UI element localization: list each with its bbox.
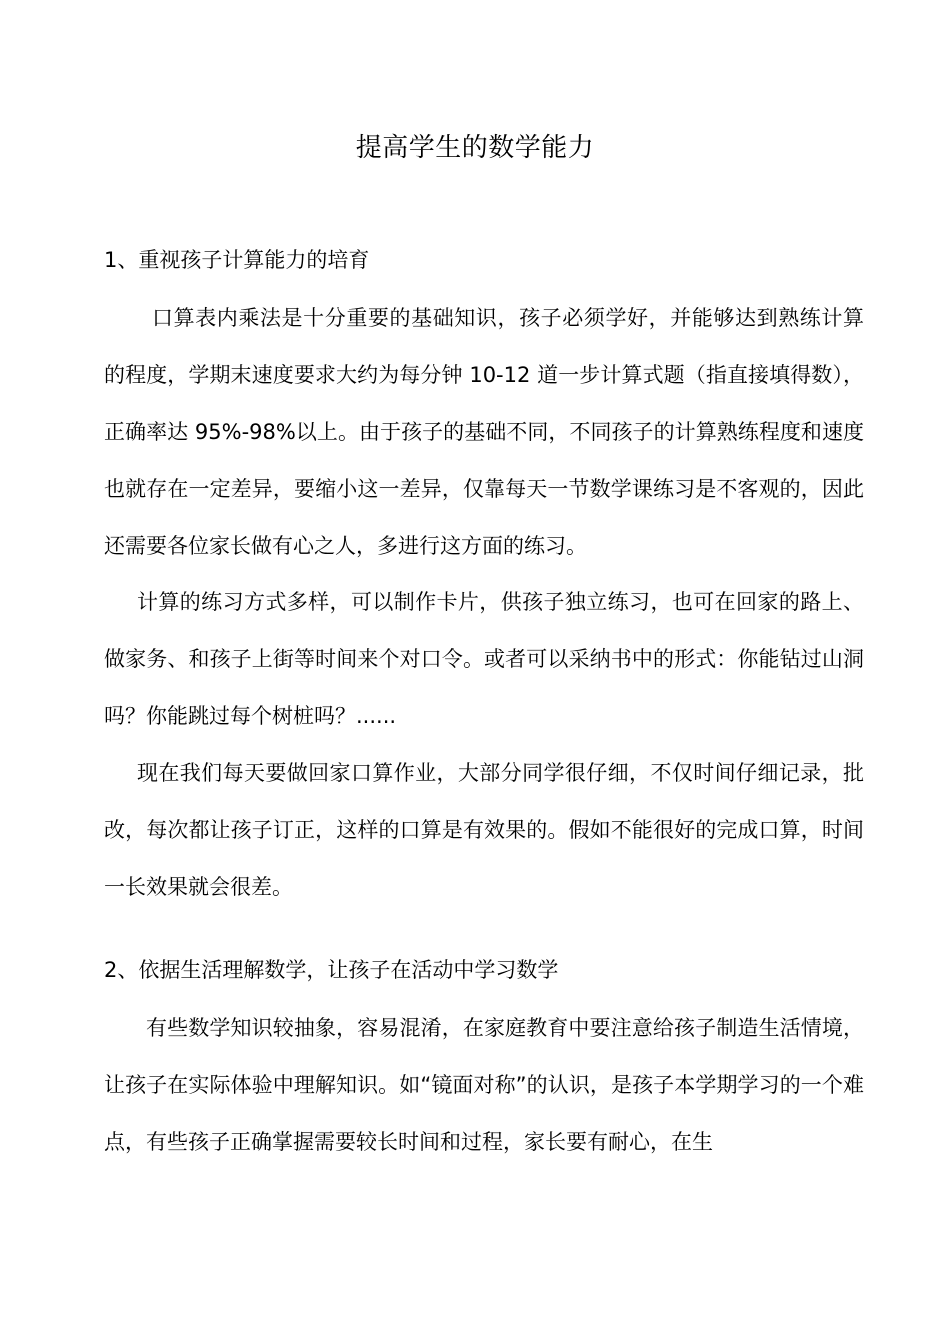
section-1-paragraph-2: 计算的练习方式多样，可以制作卡片，供孩子独立练习，也可在回家的路上、做家务、和孩子上街等时间来个对口令。或者可以采纳书中的形式：你能钻过山洞吗？你能跳过每个树桩吗？......	[104, 590, 864, 728]
section-heading-1: 1、重视孩子计算能力的培育	[104, 248, 370, 272]
section-heading-2: 2、依据生活理解数学，让孩子在活动中学习数学	[104, 958, 559, 982]
section-1-paragraph-3: 现在我们每天要做回家口算作业，大部分同学很仔细，不仅时间仔细记录，批改，每次都让孩子订正，这样的口算是有效果的。假如不能很好的完成口算，时间一长效果就会很差。	[104, 761, 864, 899]
section-2-paragraph-1: 有些数学知识较抽象，容易混淆，在家庭教育中要注意给孩子制造生活情境，让孩子在实际体验中理解知识。如“镜面对称”的认识，是孩子本学期学习的一个难点，有些孩子正确掌握需要较长时间和过程，家长要有耐心，在生	[104, 1016, 864, 1154]
document-title: 提高学生的数学能力	[355, 133, 595, 163]
section-1-paragraph-1: 口算表内乘法是十分重要的基础知识，孩子必须学好，并能够达到熟练计算的程度，学期末速度要求大约为每分钟 10-12 道一步计算式题（指直接填得数），正确率达 95%-98%以上。由于孩子的基础不同，不同孩子的计算熟练程度和速度也就存在一定差异，要缩小这一差异，仅靠每天一节数学课练习是不客观的，因此还需要各位家长做有心之人，多进行这方面的练习。	[104, 306, 864, 558]
